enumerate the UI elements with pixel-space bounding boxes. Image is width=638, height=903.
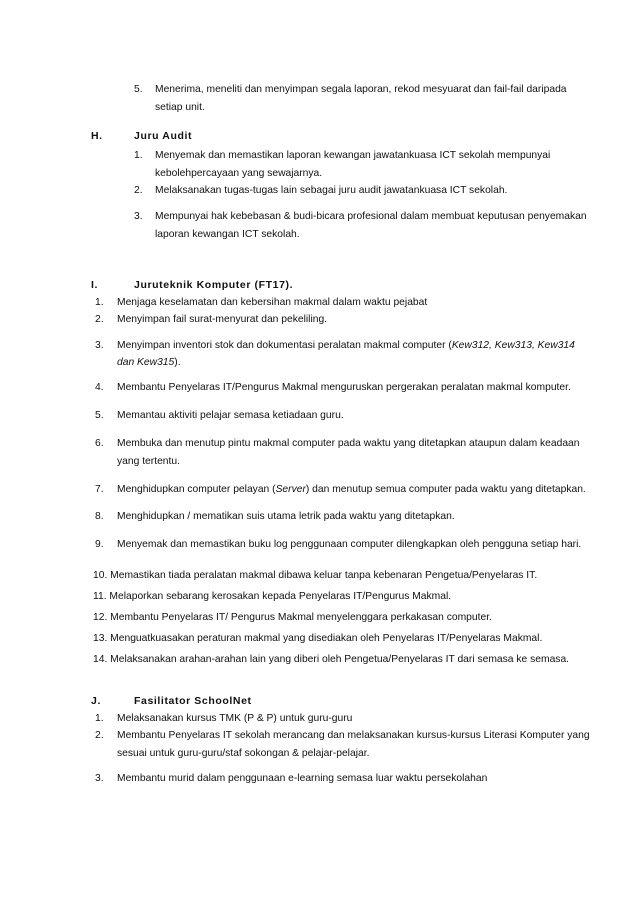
list-item-text: Membantu murid dalam penggunaan e-learning semasa luar waktu persekolahan xyxy=(117,773,488,784)
list-number: 3. xyxy=(95,773,104,784)
list-item-text: Menyemak dan memastikan buku log penggunaan computer dilengkapkan oleh pengguna setiap hari. xyxy=(117,539,582,550)
list-number: 2. xyxy=(134,185,143,196)
list-number: 3. xyxy=(134,211,143,222)
section-title: Fasilitator SchoolNet xyxy=(134,695,252,707)
list-item: 10. Memastikan tiada peralatan makmal dibawa keluar tanpa kebenaran Pengetua/Penyelaras IT. xyxy=(93,570,538,581)
list-item-text: setiap unit. xyxy=(155,102,205,113)
list-number: 5. xyxy=(134,84,143,95)
section-letter: J. xyxy=(91,695,101,707)
text-segment: Menyimpan inventori stok dan dokumentasi peralatan makmal computer ( xyxy=(117,340,452,351)
list-number: 6. xyxy=(95,438,104,449)
list-item-text: Memantau aktiviti pelajar semasa ketiadaan guru. xyxy=(117,410,344,421)
list-item-text: Menjaga keselamatan dan kebersihan makmal dalam waktu pejabat xyxy=(117,297,428,308)
list-item-text xyxy=(117,356,181,369)
list-item-text: sesuai untuk guru-guru/staf sokongan & pelajar-pelajar. xyxy=(117,748,370,759)
list-item-text: Melaksanakan tugas-tugas lain sebagai juru audit jawatankuasa ICT sekolah. xyxy=(155,185,508,196)
list-number: 3. xyxy=(95,340,104,351)
list-number: 8. xyxy=(95,511,104,522)
list-item-text: Membantu Penyelaras IT sekolah merancang dan melaksanakan kursus-kursus Literasi Komputer yang xyxy=(117,730,590,741)
list-item-text: Menghidupkan / mematikan suis utama letrik pada waktu yang ditetapkan. xyxy=(117,511,455,522)
server-term: Server xyxy=(275,484,306,495)
section-title: Juru Audit xyxy=(134,130,193,142)
list-number: 9. xyxy=(95,539,104,550)
section-letter: I. xyxy=(91,279,99,291)
list-item-text: Menyimpan fail surat-menyurat dan pekeliling. xyxy=(117,314,328,325)
list-number: 1. xyxy=(134,150,143,161)
list-item-text: Menyemak dan memastikan laporan kewangan jawatankuasa ICT sekolah mempunyai xyxy=(155,150,551,161)
list-item-text xyxy=(117,339,575,352)
list-item: 12. Membantu Penyelaras IT/ Pengurus Makmal menyelenggara perkakasan computer. xyxy=(93,612,492,623)
list-item-text xyxy=(117,483,586,496)
list-item-text: laporan kewangan ICT sekolah. xyxy=(155,229,300,240)
list-item: 14. Melaksanakan arahan-arahan lain yang diberi oleh Pengetua/Penyelaras IT dari semasa ke semasa. xyxy=(93,654,570,665)
section-title: Juruteknik Komputer (FT17). xyxy=(134,279,294,291)
text-segment: ). xyxy=(174,357,181,368)
list-number: 4. xyxy=(95,382,104,393)
text-segment: ) dan menutup semua computer pada waktu yang ditetapkan. xyxy=(305,484,586,495)
section-letter: H. xyxy=(91,130,103,142)
list-item: 11. Melaporkan sebarang kerosakan kepada Penyelaras IT/Pengurus Makmal. xyxy=(93,591,452,602)
list-number: 2. xyxy=(95,314,104,325)
text-segment: Menghidupkan computer pelayan ( xyxy=(117,484,276,495)
list-item-text: yang tertentu. xyxy=(117,456,180,467)
list-item: 13. Menguatkuasakan peraturan makmal yang disediakan oleh Penyelaras IT/Penyelaras Makmal. xyxy=(93,633,543,644)
form-codes: Kew312, Kew313, Kew314 xyxy=(451,340,575,351)
list-number: 1. xyxy=(95,713,104,724)
list-number: 2. xyxy=(95,730,104,741)
list-item-text: Membantu Penyelaras IT/Pengurus Makmal menguruskan pergerakan peralatan makmal komputer. xyxy=(117,382,571,393)
list-number: 7. xyxy=(95,484,104,495)
list-number: 1. xyxy=(95,297,104,308)
list-item-text: Membuka dan menutup pintu makmal computer pada waktu yang ditetapkan ataupun dalam keadaan xyxy=(117,438,580,449)
list-number: 5. xyxy=(95,410,104,421)
list-item-text: Melaksanakan kursus TMK (P & P) untuk guru-guru xyxy=(117,713,353,724)
form-codes: dan Kew315 xyxy=(117,357,175,368)
list-item-text: kebolehpercayaan yang sewajarnya. xyxy=(155,168,323,179)
list-item-text: Mempunyai hak kebebasan & budi-bicara profesional dalam membuat keputusan penyemakan xyxy=(155,211,587,222)
list-item-text: Menerima, meneliti dan menyimpan segala laporan, rekod mesyuarat dan fail-fail daripada xyxy=(155,84,567,95)
